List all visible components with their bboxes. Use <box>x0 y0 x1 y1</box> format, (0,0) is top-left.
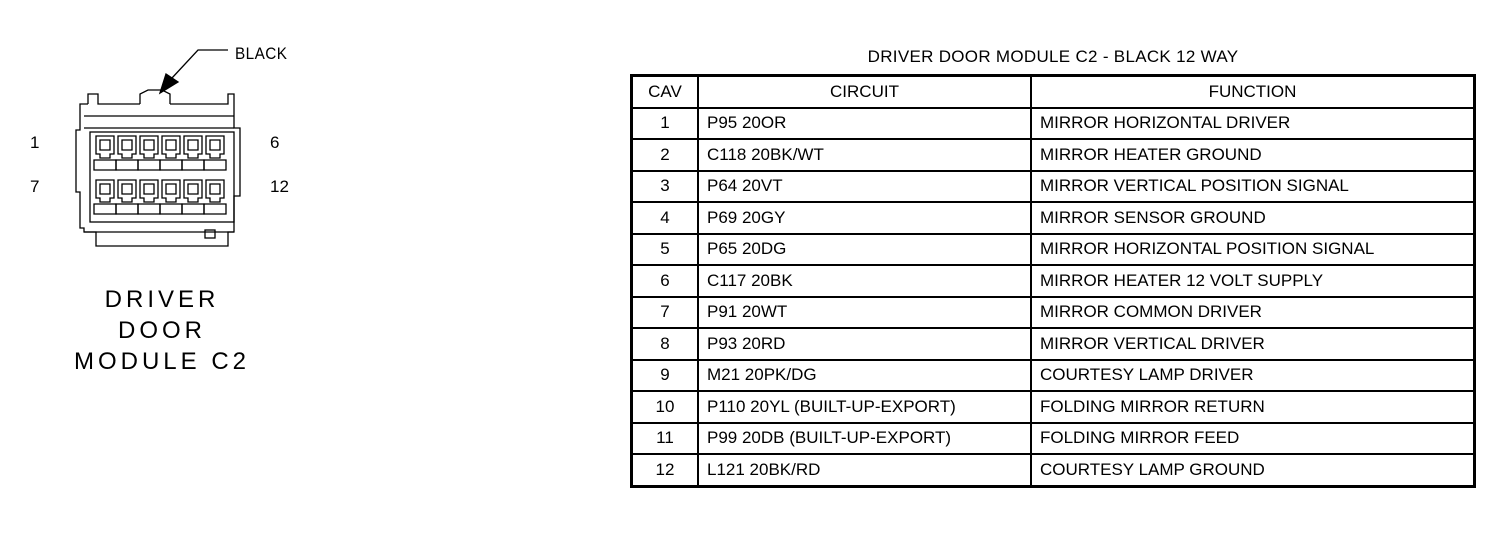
circuit-cell: P64 20VT <box>698 171 1031 203</box>
cav-cell: 9 <box>632 360 699 392</box>
terminal-cavity <box>116 136 138 170</box>
function-cell: COURTESY LAMP GROUND <box>1031 454 1475 486</box>
function-cell: MIRROR HEATER 12 VOLT SUPPLY <box>1031 265 1475 297</box>
table-row <box>632 360 1475 392</box>
table-row <box>632 202 1475 234</box>
cav-cell: 7 <box>632 297 699 329</box>
terminal-cavity <box>160 136 182 170</box>
header-function: FUNCTION <box>1031 76 1475 108</box>
connector-caption <box>62 284 262 377</box>
function-cell: MIRROR VERTICAL DRIVER <box>1031 328 1475 360</box>
function-cell: MIRROR HORIZONTAL DRIVER <box>1031 108 1475 140</box>
table-row <box>632 328 1475 360</box>
circuit-cell: M21 20PK/DG <box>698 360 1031 392</box>
connector-drawing <box>0 0 600 554</box>
function-cell: MIRROR COMMON DRIVER <box>1031 297 1475 329</box>
pinout-table <box>630 74 1476 488</box>
caption-line-1: DRIVER <box>104 286 220 313</box>
terminal-cavity <box>182 180 204 214</box>
circuit-cell: P93 20RD <box>698 328 1031 360</box>
table-row <box>632 454 1475 486</box>
cav-cell: 3 <box>632 171 699 203</box>
cav-cell: 5 <box>632 234 699 266</box>
table-title: DRIVER DOOR MODULE C2 - BLACK 12 WAY <box>867 47 1239 66</box>
circuit-cell: P69 20GY <box>698 202 1031 234</box>
table-row <box>632 265 1475 297</box>
table-row <box>632 297 1475 329</box>
terminal-cavity <box>94 180 116 214</box>
terminal-cavity <box>138 136 160 170</box>
terminal-cavity <box>182 136 204 170</box>
connector-color-label: BLACK <box>235 44 288 63</box>
cav-cell: 12 <box>632 454 699 486</box>
function-cell: FOLDING MIRROR FEED <box>1031 423 1475 455</box>
pin-label-12: 12 <box>270 177 289 196</box>
circuit-cell: P65 20DG <box>698 234 1031 266</box>
circuit-cell: P99 20DB (BUILT-UP-EXPORT) <box>698 423 1031 455</box>
terminal-cavity <box>94 136 116 170</box>
connector-diagram <box>0 0 600 554</box>
function-cell: COURTESY LAMP DRIVER <box>1031 360 1475 392</box>
pin-label-6: 6 <box>270 133 280 152</box>
circuit-cell: C118 20BK/WT <box>698 139 1031 171</box>
function-cell: MIRROR SENSOR GROUND <box>1031 202 1475 234</box>
circuit-cell: C117 20BK <box>698 265 1031 297</box>
terminal-cavity <box>204 180 226 214</box>
circuit-cell: P95 20OR <box>698 108 1031 140</box>
caption-line-3: MODULE C2 <box>73 348 251 375</box>
locking-tab <box>140 90 170 104</box>
cav-cell: 6 <box>632 265 699 297</box>
function-cell: MIRROR VERTICAL POSITION SIGNAL <box>1031 171 1475 203</box>
pin-label-7: 7 <box>30 177 40 196</box>
cav-cell: 1 <box>632 108 699 140</box>
cav-cell: 4 <box>632 202 699 234</box>
circuit-cell: P110 20YL (BUILT-UP-EXPORT) <box>698 391 1031 423</box>
table-row <box>632 234 1475 266</box>
function-cell: FOLDING MIRROR RETURN <box>1031 391 1475 423</box>
terminal-cavity <box>116 180 138 214</box>
function-cell: MIRROR HEATER GROUND <box>1031 139 1475 171</box>
circuit-cell: P91 20WT <box>698 297 1031 329</box>
table-row <box>632 139 1475 171</box>
terminal-cavity <box>138 180 160 214</box>
table-row <box>632 171 1475 203</box>
pin-label-1: 1 <box>30 133 40 152</box>
terminal-cavity <box>160 180 182 214</box>
cav-cell: 11 <box>632 423 699 455</box>
circuit-cell: L121 20BK/RD <box>698 454 1031 486</box>
table-row <box>632 391 1475 423</box>
table-row <box>632 423 1475 455</box>
header-circuit: CIRCUIT <box>698 76 1031 108</box>
function-cell: MIRROR HORIZONTAL POSITION SIGNAL <box>1031 234 1475 266</box>
cav-cell: 8 <box>632 328 699 360</box>
cav-cell: 10 <box>632 391 699 423</box>
callout-leader <box>172 50 228 78</box>
caption-line-2: DOOR <box>118 317 206 344</box>
table-header-row <box>632 76 1475 108</box>
table-row <box>632 108 1475 140</box>
header-cav: CAV <box>632 76 699 108</box>
terminal-cavity <box>204 136 226 170</box>
cav-cell: 2 <box>632 139 699 171</box>
